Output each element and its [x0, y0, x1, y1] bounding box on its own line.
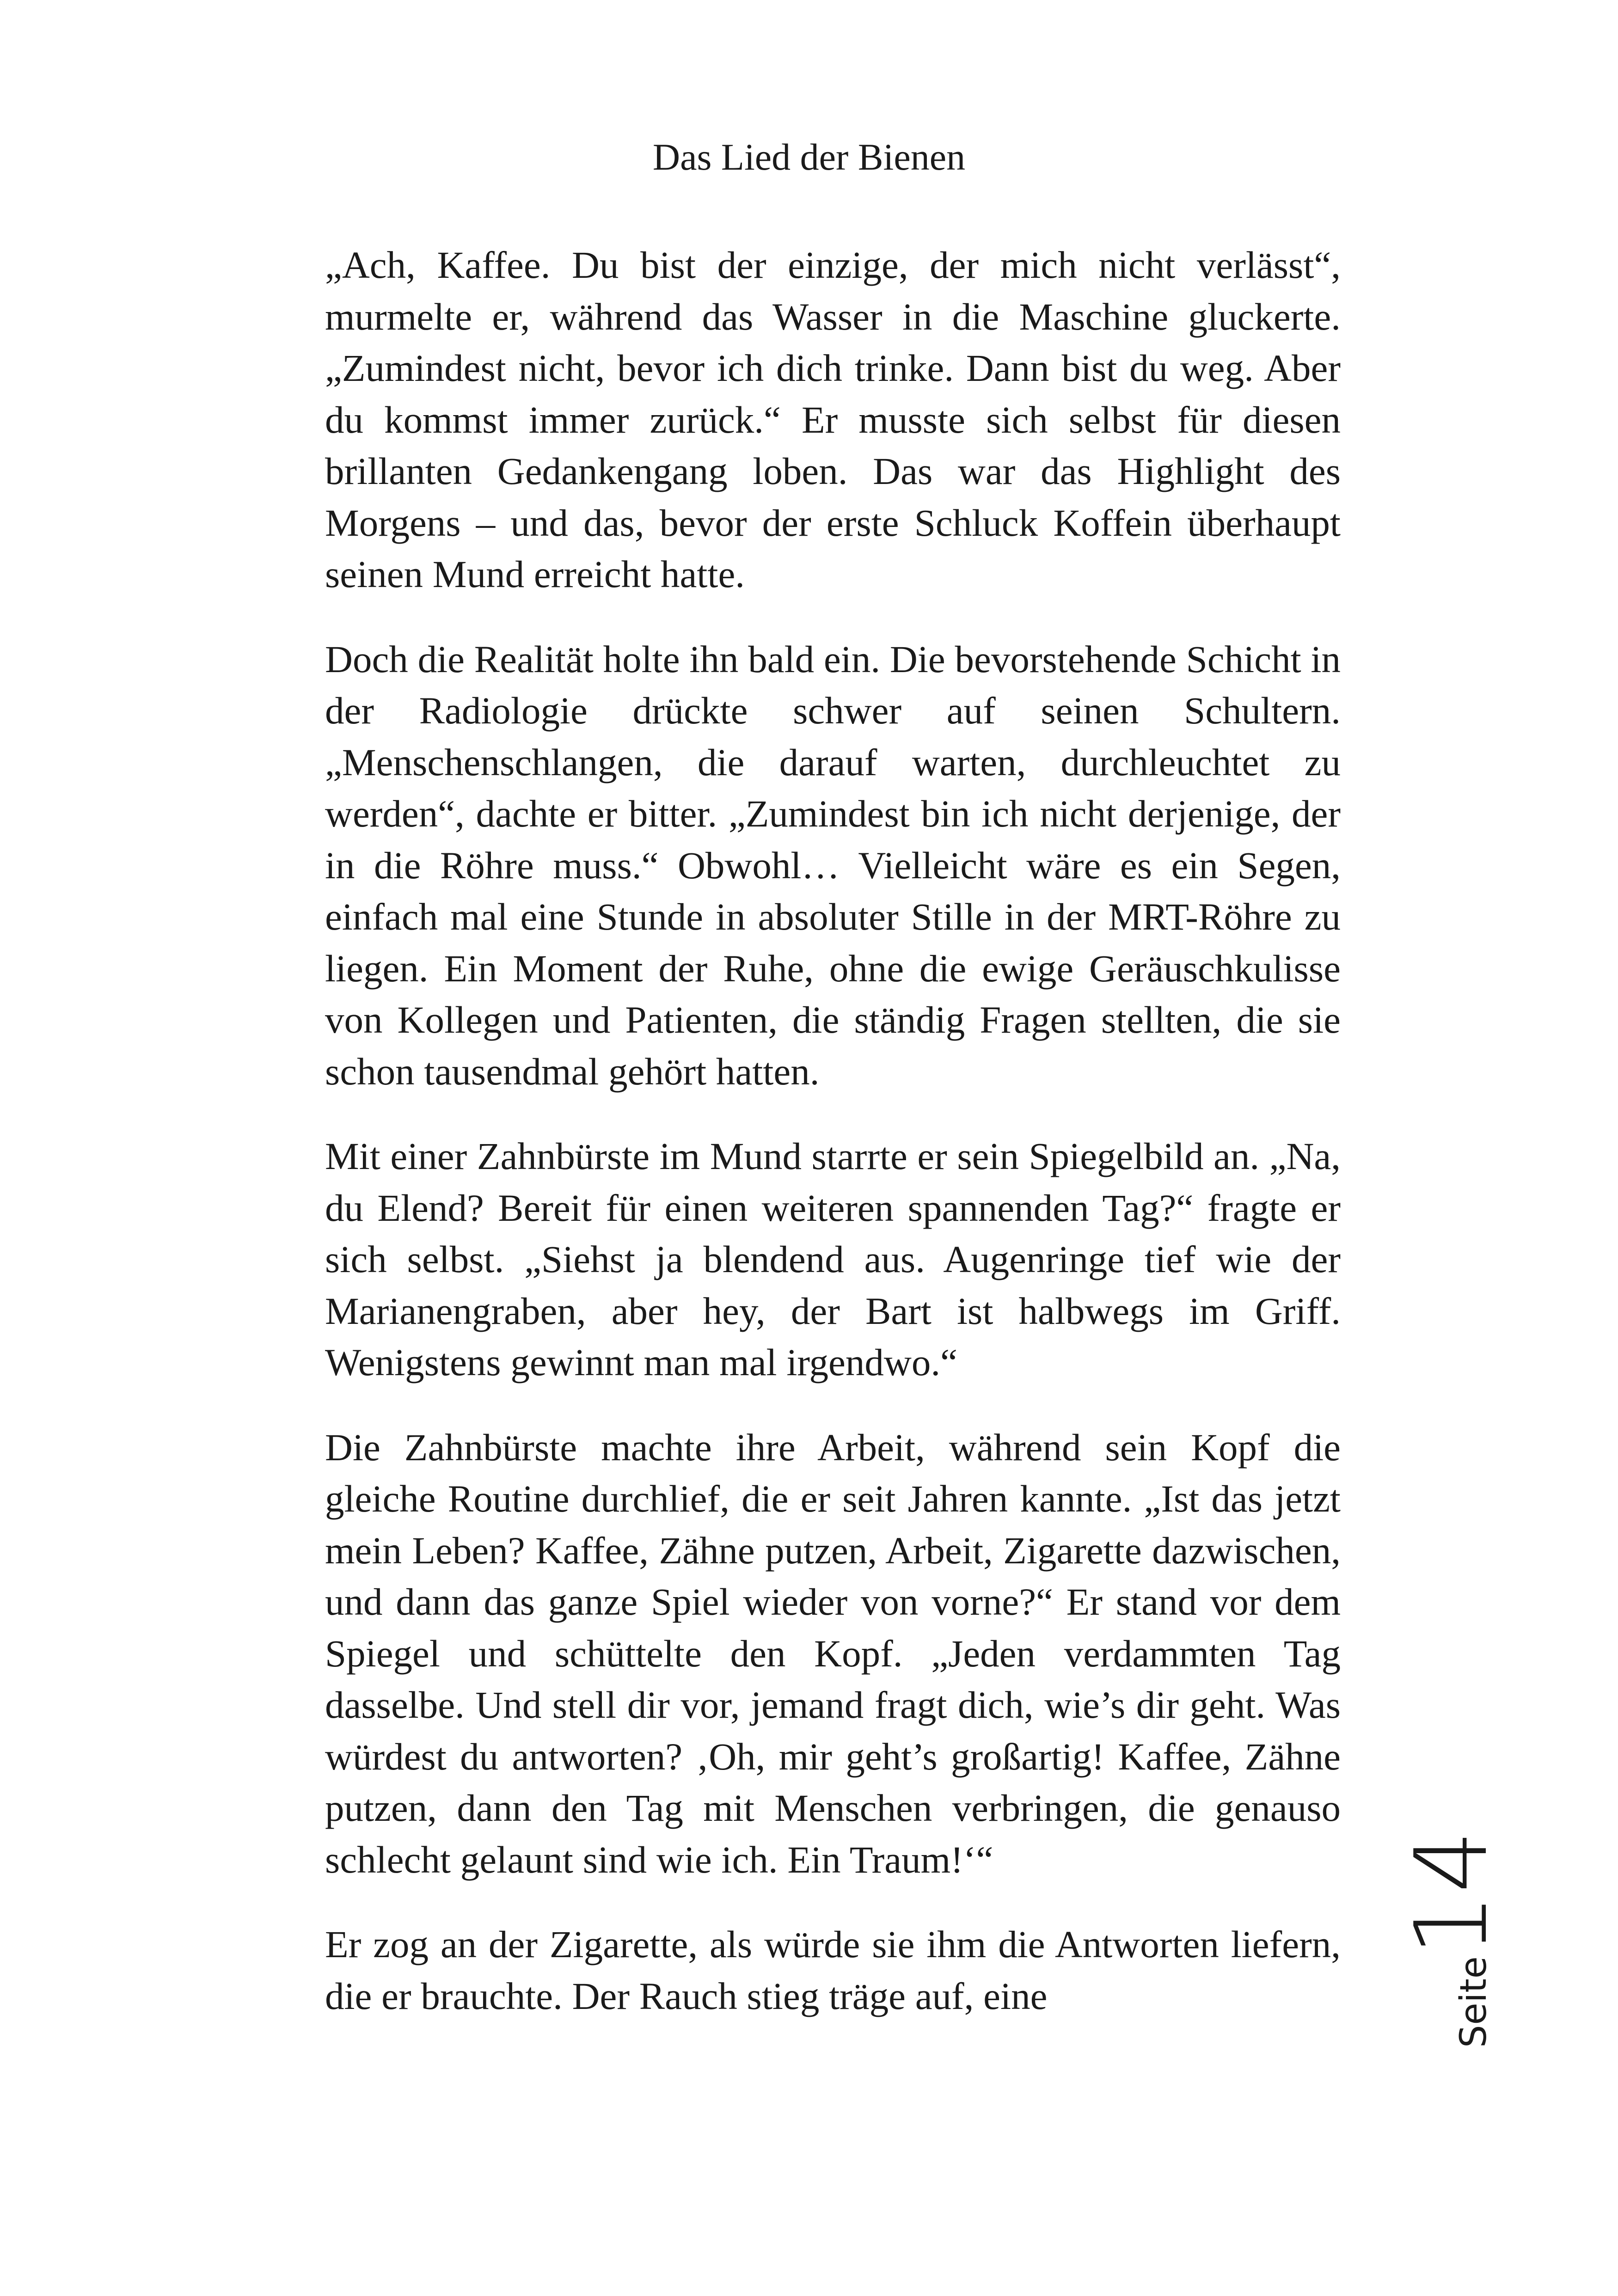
- paragraph-1: „Ach, Kaffee. Du bist der einzige, der mich nicht verlässt“, murmelte er, während das Wasser in die Maschine gluckerte. „Zumindest nicht, bevor ich dich trinke. Dann bist du weg. Aber du kommst immer zurück.“ Er musste sich selbst für diesen brillanten Gedankengang loben. Das war das Highlight des Morgens – und das, bevor der erste Schluck Koffein überhaupt seinen Mund erreicht hatte.: [325, 244, 1341, 595]
- paragraph-3: Mit einer Zahnbürste im Mund starrte er sein Spiegelbild an. „Na, du Elend? Bereit für einen weiteren spannenden Tag?“ fragte er sich selbst. „Siehst ja blendend aus. Augenringe tief wie der Marianengraben, aber hey, der Bart ist halbwegs im Griff. Wenigstens gewinnt man mal irgendwo.“: [325, 1135, 1341, 1384]
- paragraph-4: Die Zahnbürste machte ihre Arbeit, während sein Kopf die gleiche Routine durchlief, die er seit Jahren kannte. „Ist das jetzt mein Leben? Kaffee, Zähne putzen, Arbeit, Zigarette dazwischen, und dann das ganze Spiel wieder von vorne?“ Er stand vor dem Spiegel und schüttelte den Kopf. „Jeden verdammten Tag dasselbe. Und stell dir vor, jemand fragt dich, wie’s dir geht. Was würdest du antworten? ‚Oh, mir geht’s großartig! Kaffee, Zähne putzen, dann den Tag mit Menschen verbringen, die genauso schlecht gelaunt sind wie ich. Ein Traum!‘“: [325, 1426, 1341, 1881]
- running-header: Das Lied der Bienen: [652, 136, 966, 178]
- body-text: [325, 239, 1341, 2055]
- page-number-label: Seite: [1453, 1956, 1495, 2048]
- paragraph-2: Doch die Realität holte ihn bald ein. Die bevorstehende Schicht in der Radiologie drückte schwer auf seinen Schultern. „Menschenschlangen, die darauf warten, durchleuchtet zu werden“, dachte er bitter. „Zumindest bin ich nicht derjenige, der in die Röhre muss.“ Obwohl… Vielleicht wäre es ein Segen, einfach mal eine Stunde in absoluter Stille in der MRT-Röhre zu liegen. Ein Moment der Ruhe, ohne die ewige Geräuschkulisse von Kollegen und Patienten, die ständig Fragen stellten, die sie schon tausendmal gehört hatten.: [325, 637, 1341, 1093]
- page-number: [1393, 1830, 1509, 2048]
- page-number-value: 14: [1393, 1830, 1509, 1957]
- paragraph-5: Er zog an der Zigarette, als würde sie ihm die Antworten liefern, die er brauchte. Der Rauch stieg träge auf, eine: [325, 1923, 1341, 2017]
